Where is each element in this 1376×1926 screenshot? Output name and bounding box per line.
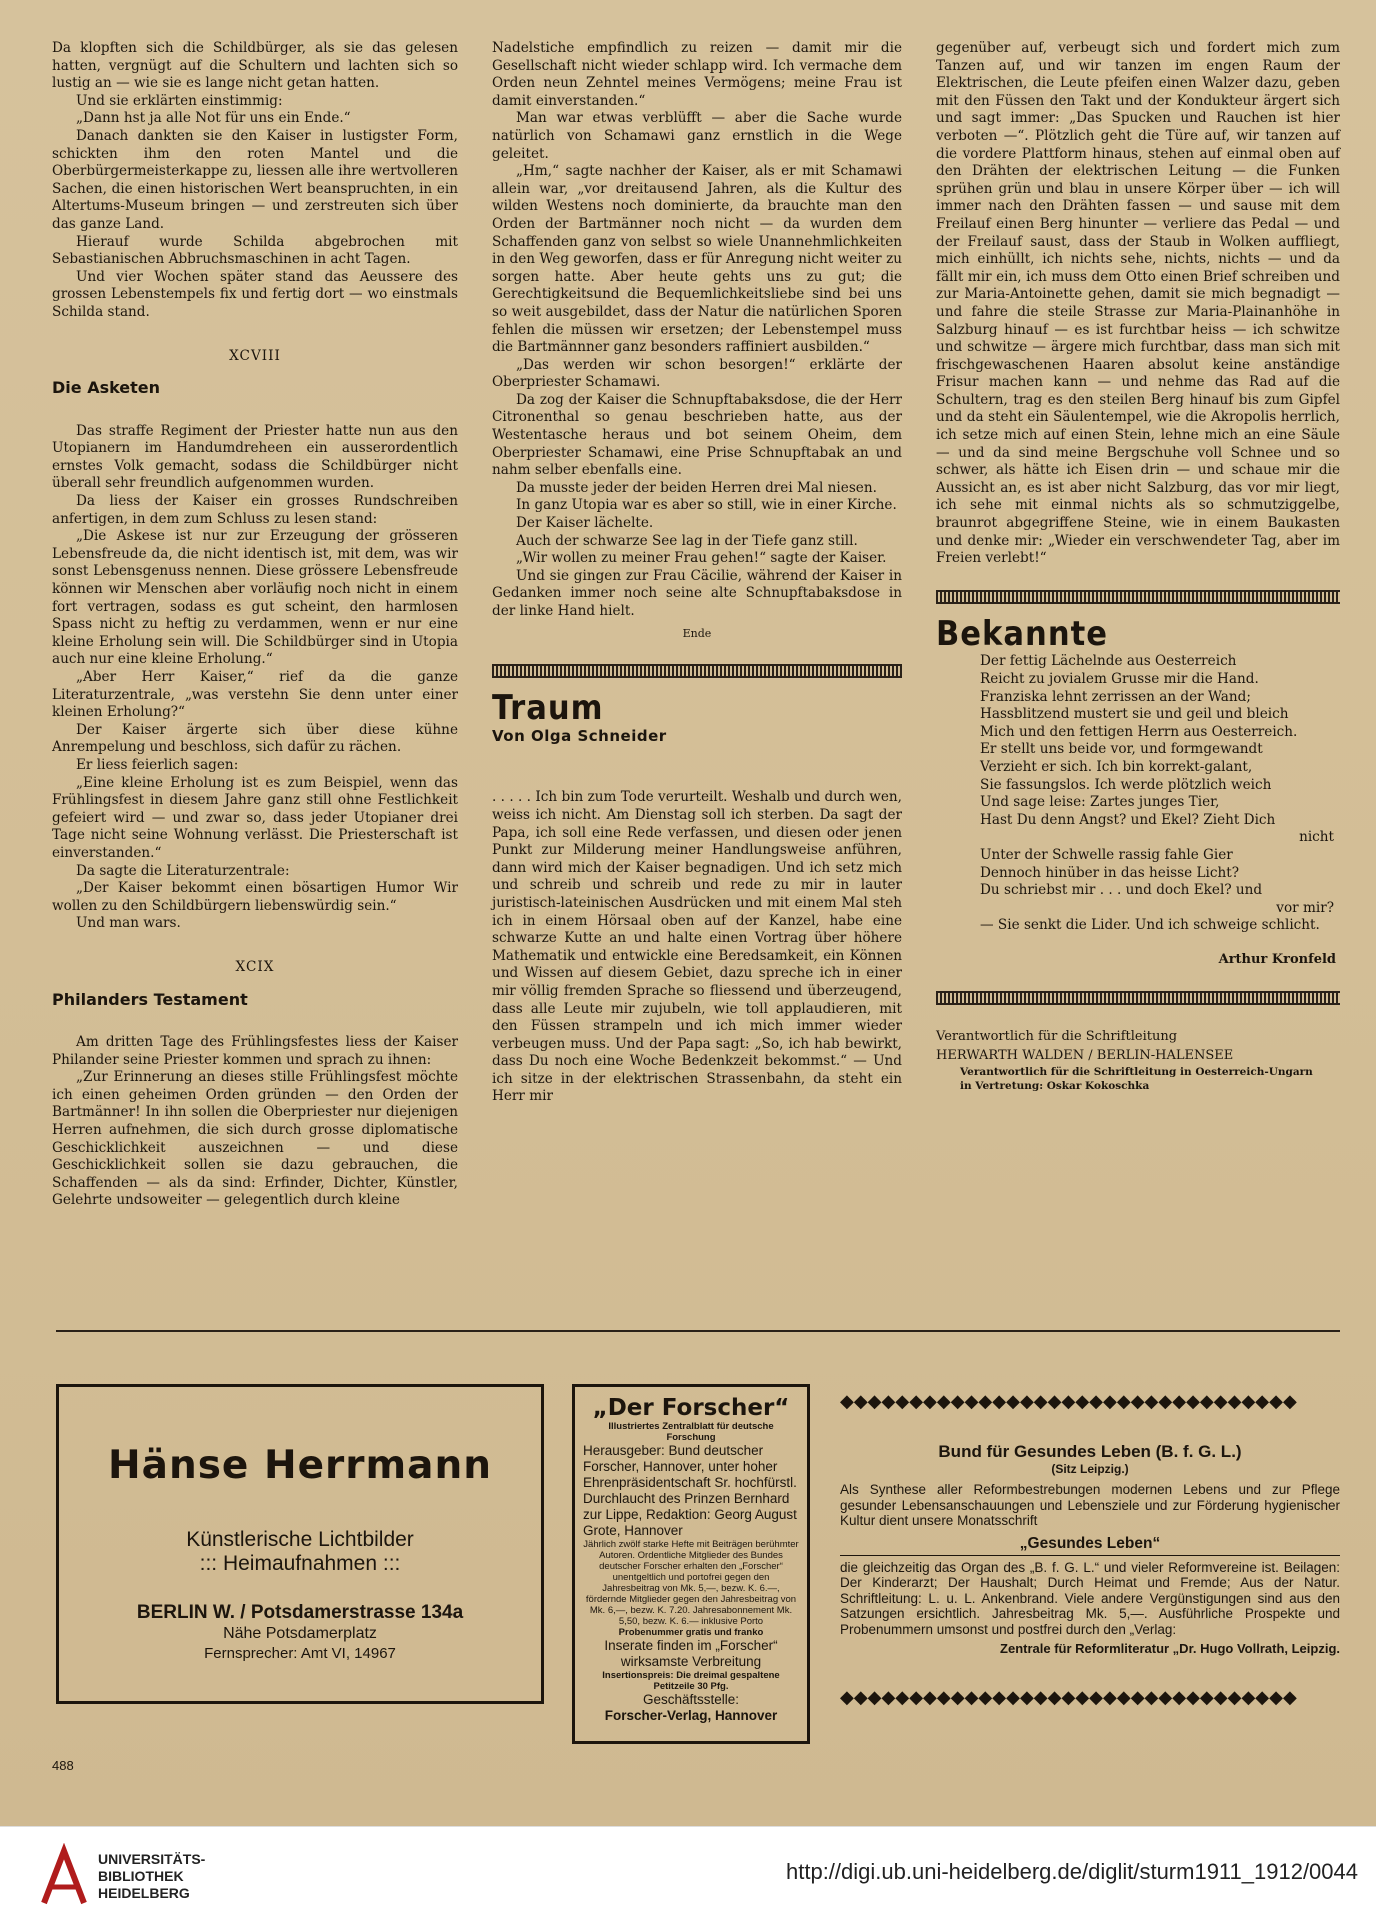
ad-text: Probenummer gratis und franko xyxy=(618,1627,764,1638)
advertisement-herrmann xyxy=(56,1384,544,1704)
ornament-border: ◆◆◆◆◆◆◆◆◆◆◆◆◆◆◆◆◆◆◆◆◆◆◆◆◆◆◆◆◆◆◆◆◆ xyxy=(840,1391,1297,1411)
page-number: 488 xyxy=(52,1758,74,1773)
paragraph: „Der Kaiser bekommt einen bösartigen Humor Wir wollen zu den Schildbürgern liebenswürdig sein.“ xyxy=(52,880,458,914)
paragraph: Man war etwas verblüfft — aber die Sache wurde natürlich von Schamawi ganz ernstlich in die Wege geleitet. xyxy=(492,110,902,162)
paragraph: „Das werden wir schon besorgen!“ erklärte der Oberpriester Schamawi. xyxy=(492,356,902,391)
source-url-link[interactable]: http://digi.ub.uni-heidelberg.de/diglit/sturm1911_1912/0044 xyxy=(786,1859,1358,1884)
ad-address: BERLIN W. / Potsdamerstrasse 134a xyxy=(136,1602,464,1623)
paragraph: Und sie gingen zur Frau Cäcilie, während der Kaiser in Gedanken immer noch seine alte Schnupftabaksdose in der linke Hand hielt. xyxy=(492,567,902,619)
paragraph: Da zog der Kaiser die Schnupftabaksdose, die der Herr Citronenthal so genau beschrieben hatte, aus der Westentasche heraus und bot seinem Oheim, dem Oberpriester Schamawi, eine Prise Schnupftabak an und nahm selber ebenfalls eine. xyxy=(492,391,902,479)
chapter-title: Philanders Testament xyxy=(52,989,248,1009)
ad-name: Hänse Herrmann xyxy=(107,1443,492,1488)
poem-author: Arthur Kronfeld xyxy=(1218,951,1336,967)
paragraph: Er liess feierlich sagen: xyxy=(76,756,239,773)
library-name xyxy=(98,1851,205,1902)
library-name-line: HEIDELBERG xyxy=(98,1885,190,1901)
poem-line: Franziska lehnt zerrissen an der Wand; xyxy=(980,688,1251,705)
ad-title: „Der Forscher“ xyxy=(592,1395,790,1421)
paragraph: gegenüber auf, verbeugt sich und fordert mich zum Tanzen auf, und wir tanzen im engen Raum der Elektrischen, die Leute pfeifen einen Walzer dazu, geben mit den Füssen den Takt und der Kondukteur ärgert sich und sagt immer: „Das Spucken und Rauchen ist hier verboten —“. Plötzlich geht die Türe auf, wir tanzen auf die vordere Plattform hinaus, stehen auf einmal oben auf den Drähten der elektrischen Leitung — die Funken sprühen grün und blau in unsere Körper über — ich will immer nach den Drähten fassen — und sause mit dem Freilauf einen Berg hinunter — verliere das Pedal — und der Freilauf saust, dass der Staub in Wolken auffliegt, mich einhüllt, ich nichts sehe, nichts, nichts — und da fällt mir ein, ich muss dem Otto einen Brief schreiben und zur Maria-Antoinette gehen, damit sie mich begnadigt — und fahre die steile Strasse zur Maria-Plainanhöhe in Salzburg hinauf — es ist furchtbar heiss — ich schwitze und schwitze — ärgere mich furchtbar, dass man sich mit frischgewaschenen Haaren absolut keine anständige Frisur machen kann — und nehme das Rad auf die Schultern, trag es den steilen Berg hinauf bis zum Gipfel und da steht ein Säulentempel, wie die Akropolis herrlich, ich setze mich auf einen Stein, lehne mich an eine Säule — und da sind meine Bergschuhe voll Schnee und so schwer, als hätte ich Eisen drin — und schaue mir die Aussicht an, es ist aber nicht Salzburg, das vor mir liegt, ich sehe mit einmal nichts als so schmutziggelbe, braunrot abgegriffene Steine, wie in einem Baukasten und denke mir: „Wieder ein verschwendeter Tag, aber im Freien verlebt!“ xyxy=(936,40,1340,567)
poem-line: Und sage leise: Zartes junges Tier, xyxy=(980,794,1220,811)
ad-text: Als Synthese aller Reformbestrebungen modernen Lebens und zur Pflege gesunder Lebensanschauungen und Lebensziele und zur Förderung hygienischer Kultur dient unsere Monatsschrift xyxy=(840,1482,1340,1528)
ad-heading: „Gesundes Leben“ xyxy=(840,1535,1340,1556)
ad-subtitle: (Sitz Leipzig.) xyxy=(1051,1462,1129,1476)
poem-line: vor mir? xyxy=(1276,899,1334,916)
paragraph: „Die Askese ist nur zur Erzeugung der grösseren Lebensfreude da, die nicht identisch ist, mit dem, was wir sonst Lebensgenuss nennen. Diese grössere Lebensfreude können wir Menschen aber vorläufig noch nicht in einem fort vertragen, sodass es gut scheint, den harmlosen Spass nicht zu heftig zu verdammen, wenn er nur eine kleine Erholung sein will. Die Schildbürger sind in Utopia auch nur eine kleine Erholung.“ xyxy=(52,528,458,668)
paragraph: Hierauf wurde Schilda abgebrochen mit Sebastianischen Abbruchsmaschinen in acht Tagen. xyxy=(52,233,458,268)
poem-line: Dennoch hinüber in das heisse Licht? xyxy=(980,864,1239,881)
poem-line: nicht xyxy=(1299,829,1334,846)
paragraph: „Hm,“ sagte nachher der Kaiser, als er mit Schamawi allein war, „vor dreitausend Jahren, als die Kultur des wilden Westens noch dominierte, da brauchte man den Orden der Bartmänner noch nicht — da wurden dem Schaffenden ganz von selbst so wiele Unannehmlichkeiten in den Weg geworfen, dass er für Anregung nicht weiter zu sorgen hatte. Aber heute gehts uns zu gut; die Gerechtigkeitsund die Bequemlichkeitsliebe sind bei uns so weit ausgebildet, dass der Natur die natürlichen Sporen fehlen die müssen wir ersetzen; der Lebenstempel muss die Bartmännner ganz besonders raffiniert ausbilden.“ xyxy=(492,163,902,356)
end-marker: Ende xyxy=(682,626,712,640)
column-1 xyxy=(52,40,458,1210)
poem-line: Reicht zu jovialem Grusse mir die Hand. xyxy=(980,671,1259,687)
poem-line: Hast Du denn Angst? und Ekel? Zieht Dich xyxy=(980,811,1276,828)
paragraph: „Aber Herr Kaiser,“ rief da die ganze Literaturzentrale, „was verstehn Sie denn unter einer kleinen Erholung?“ xyxy=(52,669,458,721)
article-title: Traum xyxy=(492,688,604,729)
paragraph: Und man wars. xyxy=(76,915,181,932)
paragraph: Und sie erklärten einstimmig: xyxy=(76,92,283,109)
horizontal-divider xyxy=(56,1330,1340,1332)
paragraph: Auch der schwarze See lag in der Tiefe ganz still. xyxy=(516,532,858,549)
paragraph: Danach dankten sie den Kaiser in lustigster Form, schickten ihm den roten Mantel und die Oberbürgermeisterkappe zu, liessen alle ihre wertvolleren Sachen, die einen historischen Wert beanspruchten, in ein Altertums-Museum bringen — und zerstreuten sich über das ganze Land. xyxy=(52,127,458,232)
ad-title: Bund für Gesundes Leben (B. f. G. L.) xyxy=(938,1442,1242,1461)
paragraph: In ganz Utopia war es aber so still, wie in einer Kirche. xyxy=(516,497,897,514)
advertisement-bfgl xyxy=(840,1390,1340,1744)
ad-line: ::: Heimaufnahmen ::: xyxy=(199,1552,401,1575)
ornament-border: ◆◆◆◆◆◆◆◆◆◆◆◆◆◆◆◆◆◆◆◆◆◆◆◆◆◆◆◆◆◆◆◆◆ xyxy=(840,1687,1297,1707)
section-rule xyxy=(936,590,1340,604)
chapter-title: Die Asketen xyxy=(52,378,161,398)
poem-line: Du schriebst mir . . . und doch Ekel? und xyxy=(980,882,1263,899)
library-name-line: BIBLIOTHEK xyxy=(98,1868,184,1884)
column-3 xyxy=(936,40,1340,1093)
paragraph: „Eine kleine Erholung ist es zum Beispiel, wenn das Frühlingsfest in diesem Jahre ganz still ohne Festlichkeit gefeiert wird — und zwar so, dass jeder Utopianer drei Tage nicht seine Wohnung verlässt. Die Priesterschaft ist einverstanden.“ xyxy=(52,774,458,861)
paragraph: Da sagte die Literaturzentrale: xyxy=(76,862,290,879)
paragraph: Der Kaiser lächelte. xyxy=(516,515,654,532)
ad-text: Herausgeber: Bund deutscher Forscher, Hannover, unter hoher Ehrenpräsidentschaft Sr. hochfürstl. Durchlaucht des Prinzen Bernhard zur Lippe, Redaktion: Georg August Grote, Hannover xyxy=(583,1443,797,1538)
paragraph: . . . . . Ich bin zum Tode verurteilt. Weshalb und durch wen, weiss ich nicht. Am Dienstag soll ich sterben. Da sagt der Papa, ich soll eine Rede verfassen, und diesen oder jenen Punkt zur Milderung meiner Handlungsweise anführen, dann wird mich der Kaiser begnadigen. Und ich setz mich und schreib und schreib und rede zu mir in lauter juristisch-lateinischen Ausdrücken und mit einem Mal steh ich in einem Hörsaal oben auf der Kanzel, habe eine schwarze Kutte an und halte einen Vortrag über höhere Mathematik und entwickle eine Beredsamkeit, ein Können und Wissen auf diesem Gebiet, dazu spreche ich in einer mir völlig fremden Sprache so fliessend und überzeugend, dass alle Leute mir zujubeln, wie toll applaudieren, mit den Füssen strampeln und ich mich immer wieder verbeugen muss. Und der Papa sagt: „So, ich hab bewirkt, dass Du noch eine Woche Bedenkzeit bekommst.“ — Und ich sitze in der elektrischen Strassenbahn, da steht ein Herr mir xyxy=(492,789,902,1105)
imprint-line: in Vertretung: Oskar Kokoschka xyxy=(960,1079,1150,1092)
paragraph: Am dritten Tage des Frühlingsfestes liess der Kaiser Philander seine Priester kommen und sprach zu ihnen: xyxy=(52,1034,458,1068)
ad-text: Forscher-Verlag, Hannover xyxy=(604,1708,778,1723)
ad-text: Inserate finden im „Forscher“ wirksamste Verbreitung xyxy=(604,1638,778,1669)
article-author: Von Olga Schneider xyxy=(492,726,667,745)
poem-line: Sie fassungslos. Ich werde plötzlich weich xyxy=(980,776,1272,793)
poem-line: Er stellt uns beide vor, und formgewandt xyxy=(980,741,1263,758)
ad-phone: Fernsprecher: Amt VI, 14967 xyxy=(204,1645,396,1662)
section-rule xyxy=(492,664,902,678)
paragraph: Und vier Wochen später stand das Aeussere des grossen Lebenstempels fix und fertig dort — wo einstmals Schilda stand. xyxy=(52,268,458,320)
footer-bar xyxy=(0,1826,1376,1926)
chapter-number: XCVIII xyxy=(229,347,281,364)
paragraph: „Zur Erinnerung an dieses stille Frühlingsfest möchte ich einen geheimen Orden gründen — den Orden der Bartmänner! In ihn sollen die Oberpriester nur diejenigen Herren aufnehmen, die sich durch grosse diplomatische Geschicklichkeit auszeichnen — und diese Geschicklichkeit sollen sie dazu gebrauchen, die Schaffenden — als da sind: Erfinder, Dichter, Künstler, Gelehrte undsoweiter — gelegentlich durch kleine xyxy=(52,1069,458,1209)
ad-text: die gleichzeitig das Organ des „B. f. G. L.“ und vieler Reformvereine ist. Beilagen: Der Kinderarzt; Der Haushalt; Durch Heimat und Fremde; Aus der Natur. Schriftleitung: L. u. L. Ankenbrand. Viele andere Vergünstigungen sind aus den Satzungen ersichtlich. Jahresbeitrag Mk. 5,—. Ausführliche Prospekte und Probenummern umsonst und postfrei durch den „Verlag: xyxy=(840,1559,1340,1637)
paragraph: Das straffe Regiment der Priester hatte nun aus den Utopianern im Handumdreheen ein ausserordentlich ernstes Volk gemacht, sodass die Schildbürger nicht überall sehr freundlich aufgenommen wurden. xyxy=(52,422,458,492)
ad-subtitle: Illustriertes Zentralblatt für deutsche Forschung xyxy=(608,1421,774,1443)
paragraph: Da musste jeder der beiden Herren drei Mal niesen. xyxy=(516,479,877,496)
paragraph: „Dann hst ja alle Not für uns ein Ende.“ xyxy=(76,110,351,127)
paragraph: Der Kaiser ärgerte sich über diese kühne Anrempelung und beschloss, sich dafür zu rächen. xyxy=(52,721,458,756)
ad-text: Jährlich zwölf starke Hefte mit Beiträgen berühmter Autoren. Ordentliche Mitglieder des Bundes deutscher Forscher erhalten den „Forscher“ unentgeltlich und portofrei gegen den Jahresbeitrag von Mk. 5,—, bezw. K. 6.—, fördernde Mitglieder gegen den Jahresbeitrag von Mk. 6,—, bezw. K. 7.20. Jahresabonnement Mk. 5,50, bezw. K. 6.— inklusive Porto xyxy=(583,1539,799,1627)
library-logo-icon xyxy=(38,1843,90,1909)
paragraph: Da liess der Kaiser ein grosses Rundschreiben anfertigen, in dem zum Schluss zu lesen stand: xyxy=(52,493,458,527)
poem-line: Unter der Schwelle rassig fahle Gier xyxy=(980,846,1233,863)
poem-line: Der fettig Lächelnde aus Oesterreich xyxy=(980,653,1237,670)
ad-text: Insertionspreis: Die dreimal gespaltene Petitzeile 30 Pfg. xyxy=(602,1670,780,1692)
chapter-number: XCIX xyxy=(235,958,275,975)
ad-text: Geschäftsstelle: xyxy=(642,1692,740,1707)
imprint-line: HERWARTH WALDEN / BERLIN-HALENSEE xyxy=(936,1047,1234,1063)
poem-line: Mich und den fettigen Herrn aus Oesterreich. xyxy=(980,723,1298,740)
poem-title: Bekannte xyxy=(936,613,1108,654)
library-name-line: UNIVERSITÄTS- xyxy=(98,1851,206,1867)
ad-line: Nähe Potsdamerplatz xyxy=(223,1625,377,1642)
poem-line: Hassblitzend mustert sie und geil und bleich xyxy=(980,706,1289,723)
poem xyxy=(936,653,1340,935)
poem-line: Verzieht er sich. Ich bin korrekt-galant, xyxy=(980,758,1253,775)
advertisement-forscher xyxy=(572,1384,810,1744)
paragraph: „Wir wollen zu meiner Frau gehen!“ sagte der Kaiser. xyxy=(516,550,887,567)
ad-line: Künstlerische Lichtbilder xyxy=(186,1528,414,1551)
column-2 xyxy=(492,40,902,1106)
section-rule xyxy=(936,991,1340,1005)
paragraph: Da klopften sich die Schildbürger, als sie das gelesen hatten, vergnügt auf die Schultern und lachten sich so lustig an — wie sie es lange nicht getan hatten. xyxy=(52,40,458,92)
imprint-line: Verantwortlich für die Schriftleitung xyxy=(936,1028,1178,1044)
poem-line: — Sie senkt die Lider. Und ich schweige schlicht. xyxy=(980,917,1320,934)
ad-text: Zentrale für Reformliteratur „Dr. Hugo Vollrath, Leipzig. xyxy=(1000,1641,1340,1656)
paragraph: Nadelstiche empfindlich zu reizen — damit mir die Gesellschaft nicht wieder schlapp wird. Ich vermache dem Orden neun Zehntel meines Vermögens; meine Frau ist damit einverstanden.“ xyxy=(492,40,902,109)
imprint xyxy=(936,1027,1340,1093)
imprint-line: Verantwortlich für die Schriftleitung in Oesterreich-Ungarn xyxy=(960,1065,1313,1078)
